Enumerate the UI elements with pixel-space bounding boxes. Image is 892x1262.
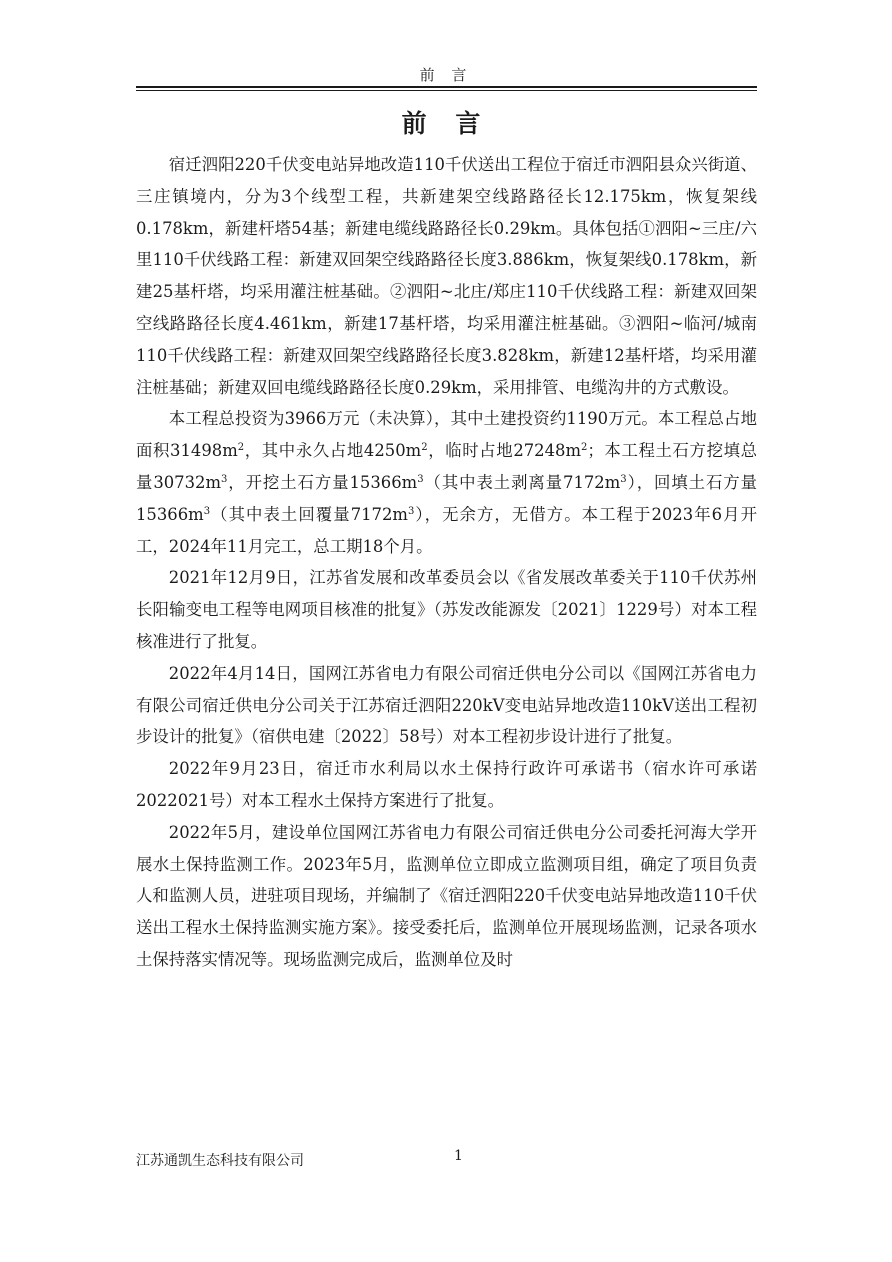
header-rule-thin bbox=[136, 90, 757, 91]
paragraph-approval-ndrc: 2021年12月9日，江苏省发展和改革委员会以《省发展改革委关于110千伏苏州长阳输变电工程等电网项目核准的批复》（苏发改能源发〔2021〕1229号）对本工程核准进行了批复。 bbox=[136, 568, 757, 651]
paragraph-investment bbox=[136, 403, 757, 562]
superscript: 3 bbox=[620, 473, 627, 485]
text-segment: ），回填土石方量15366m bbox=[136, 472, 757, 524]
text-segment: ，临时占地27248m bbox=[427, 441, 582, 461]
text-segment: ，开挖土石方量15366m bbox=[227, 472, 418, 492]
superscript: 2 bbox=[421, 442, 428, 454]
paragraph-monitoring: 2022年5月，建设单位国网江苏省电力有限公司宿迁供电分公司委托河海大学开展水土保持监测工作。2023年5月，监测单位立即成立监测项目组，确定了项目负责人和监测人员，进驻项目现场，并编制了《宿迁泗阳220千伏变电站异地改造110千伏送出工程水土保持监测实施方案》。接受委托后，监测单位开展现场监测，记录各项水土保持落实情况等。现场监测完成后，监测单位及时 bbox=[136, 822, 757, 969]
running-header: 前 言 bbox=[419, 66, 473, 84]
superscript: 2 bbox=[581, 442, 588, 454]
text-segment: 本工程总投资为3966万元（未决算），其中土建投资约1190万元。本工程总占地面积31498m bbox=[136, 409, 757, 461]
paragraph-approval-design: 2022年4月14日，国网江苏省电力有限公司宿迁供电分公司以《国网江苏省电力有限公司宿迁供电分公司关于江苏宿迁泗阳220kV变电站异地改造110kV送出工程初步设计的批复》（宿供电建〔2022〕58号）对本工程初步设计进行了批复。 bbox=[136, 663, 757, 747]
text-segment: （其中表土剥离量7172m bbox=[423, 472, 621, 492]
paragraph-project-overview: 宿迁泗阳220千伏变电站异地改造110千伏送出工程位于宿迁市泗阳县众兴街道、三庄镇境内，分为3个线型工程，共新建架空线路路径长12.175km，恢复架线0.178km，新建杆塔54基；新建电缆线路路径长0.29km。具体包括①泗阳~三庄/六里110千伏线路工程：新建双回架空线路路径长度3.886km，恢复架线0.178km，新建25基杆塔，均采用灌注桩基础。②泗阳~北庄/郑庄110千伏线路工程：新建双回架空线路路径长度4.461km，新建17基杆塔，均采用灌注桩基础。③泗阳~临河/城南110千伏线路工程：新建双回架空线路路径长度3.828km，新建12基杆塔，均采用灌注桩基础；新建双回电缆线路路径长度0.29km，采用排管、电缆沟井的方式敷设。 bbox=[136, 155, 757, 397]
text-segment: （其中表土回覆量7172m bbox=[210, 504, 408, 524]
text-segment: ；本工程土石方挖填总量30732m bbox=[136, 441, 758, 492]
superscript: 3 bbox=[417, 473, 424, 485]
superscript: 3 bbox=[407, 505, 415, 517]
header-rule-thick bbox=[136, 86, 757, 88]
superscript: 2 bbox=[237, 442, 245, 454]
superscript: 3 bbox=[203, 505, 211, 517]
superscript: 3 bbox=[221, 473, 228, 485]
footer-company: 江苏通凯生态科技有限公司 bbox=[136, 1153, 304, 1169]
text-segment: ，其中永久占地4250m bbox=[244, 441, 422, 461]
page-title: 前 言 bbox=[401, 109, 491, 138]
text-segment: ），无余方，无借方。本工程于2023年6月开工，2024年11月完工，总工期18个月。 bbox=[136, 504, 757, 556]
paragraph-approval-water: 2022年9月23日，宿迁市水利局以水土保持行政许可承诺书（宿水许可承诺2022021号）对本工程水土保持方案进行了批复。 bbox=[136, 759, 757, 810]
body-text bbox=[136, 149, 757, 976]
footer-page-number: 1 bbox=[454, 1148, 463, 1164]
